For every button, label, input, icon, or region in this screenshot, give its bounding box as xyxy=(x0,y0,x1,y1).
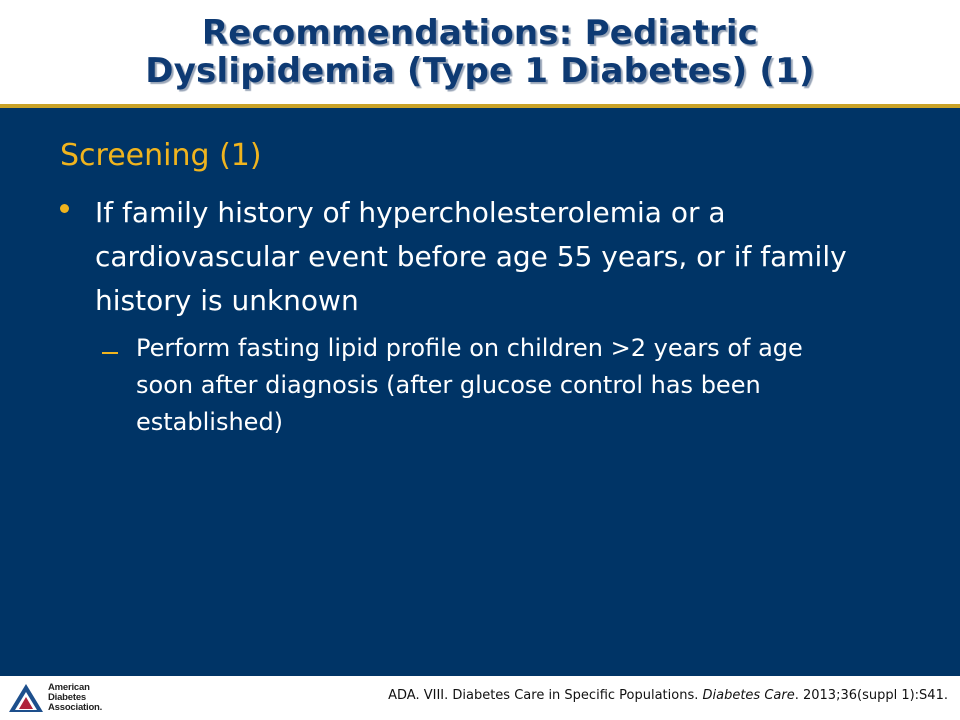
citation-part-1: ADA. VIII. Diabetes Care in Specific Populations. xyxy=(388,688,703,703)
citation-journal: Diabetes Care xyxy=(702,688,795,703)
slide-title-line-1: Recommendations: Pediatric xyxy=(201,13,759,53)
bullet-text: If family history of hypercholesterolemia or a cardiovascular event before age 55 years, or if family history is unknown xyxy=(95,196,847,317)
citation-part-2: . 2013;36(suppl 1):S41. xyxy=(794,688,948,703)
dash-icon xyxy=(102,352,118,354)
slide-title-line-2: Dyslipidemia (Type 1 Diabetes) (1) xyxy=(145,51,815,91)
section-heading: Screening (1) xyxy=(60,138,262,173)
footer xyxy=(0,676,960,720)
logo-line-1: American xyxy=(48,682,90,693)
logo-text xyxy=(48,683,102,713)
logo-line-3: Association. xyxy=(48,702,103,713)
citation xyxy=(388,686,948,706)
title-bar xyxy=(0,0,960,104)
triangle-logo-icon xyxy=(8,683,44,713)
logo-line-2: Diabetes xyxy=(48,692,87,703)
slide-body xyxy=(0,108,960,676)
sub-bullet-text: Perform fasting lipid profile on children >2 years of age soon after diagnosis (after glucose control has been established) xyxy=(136,334,803,436)
ada-logo xyxy=(8,680,118,716)
slide-title xyxy=(0,14,960,90)
bullet-icon xyxy=(60,204,69,213)
